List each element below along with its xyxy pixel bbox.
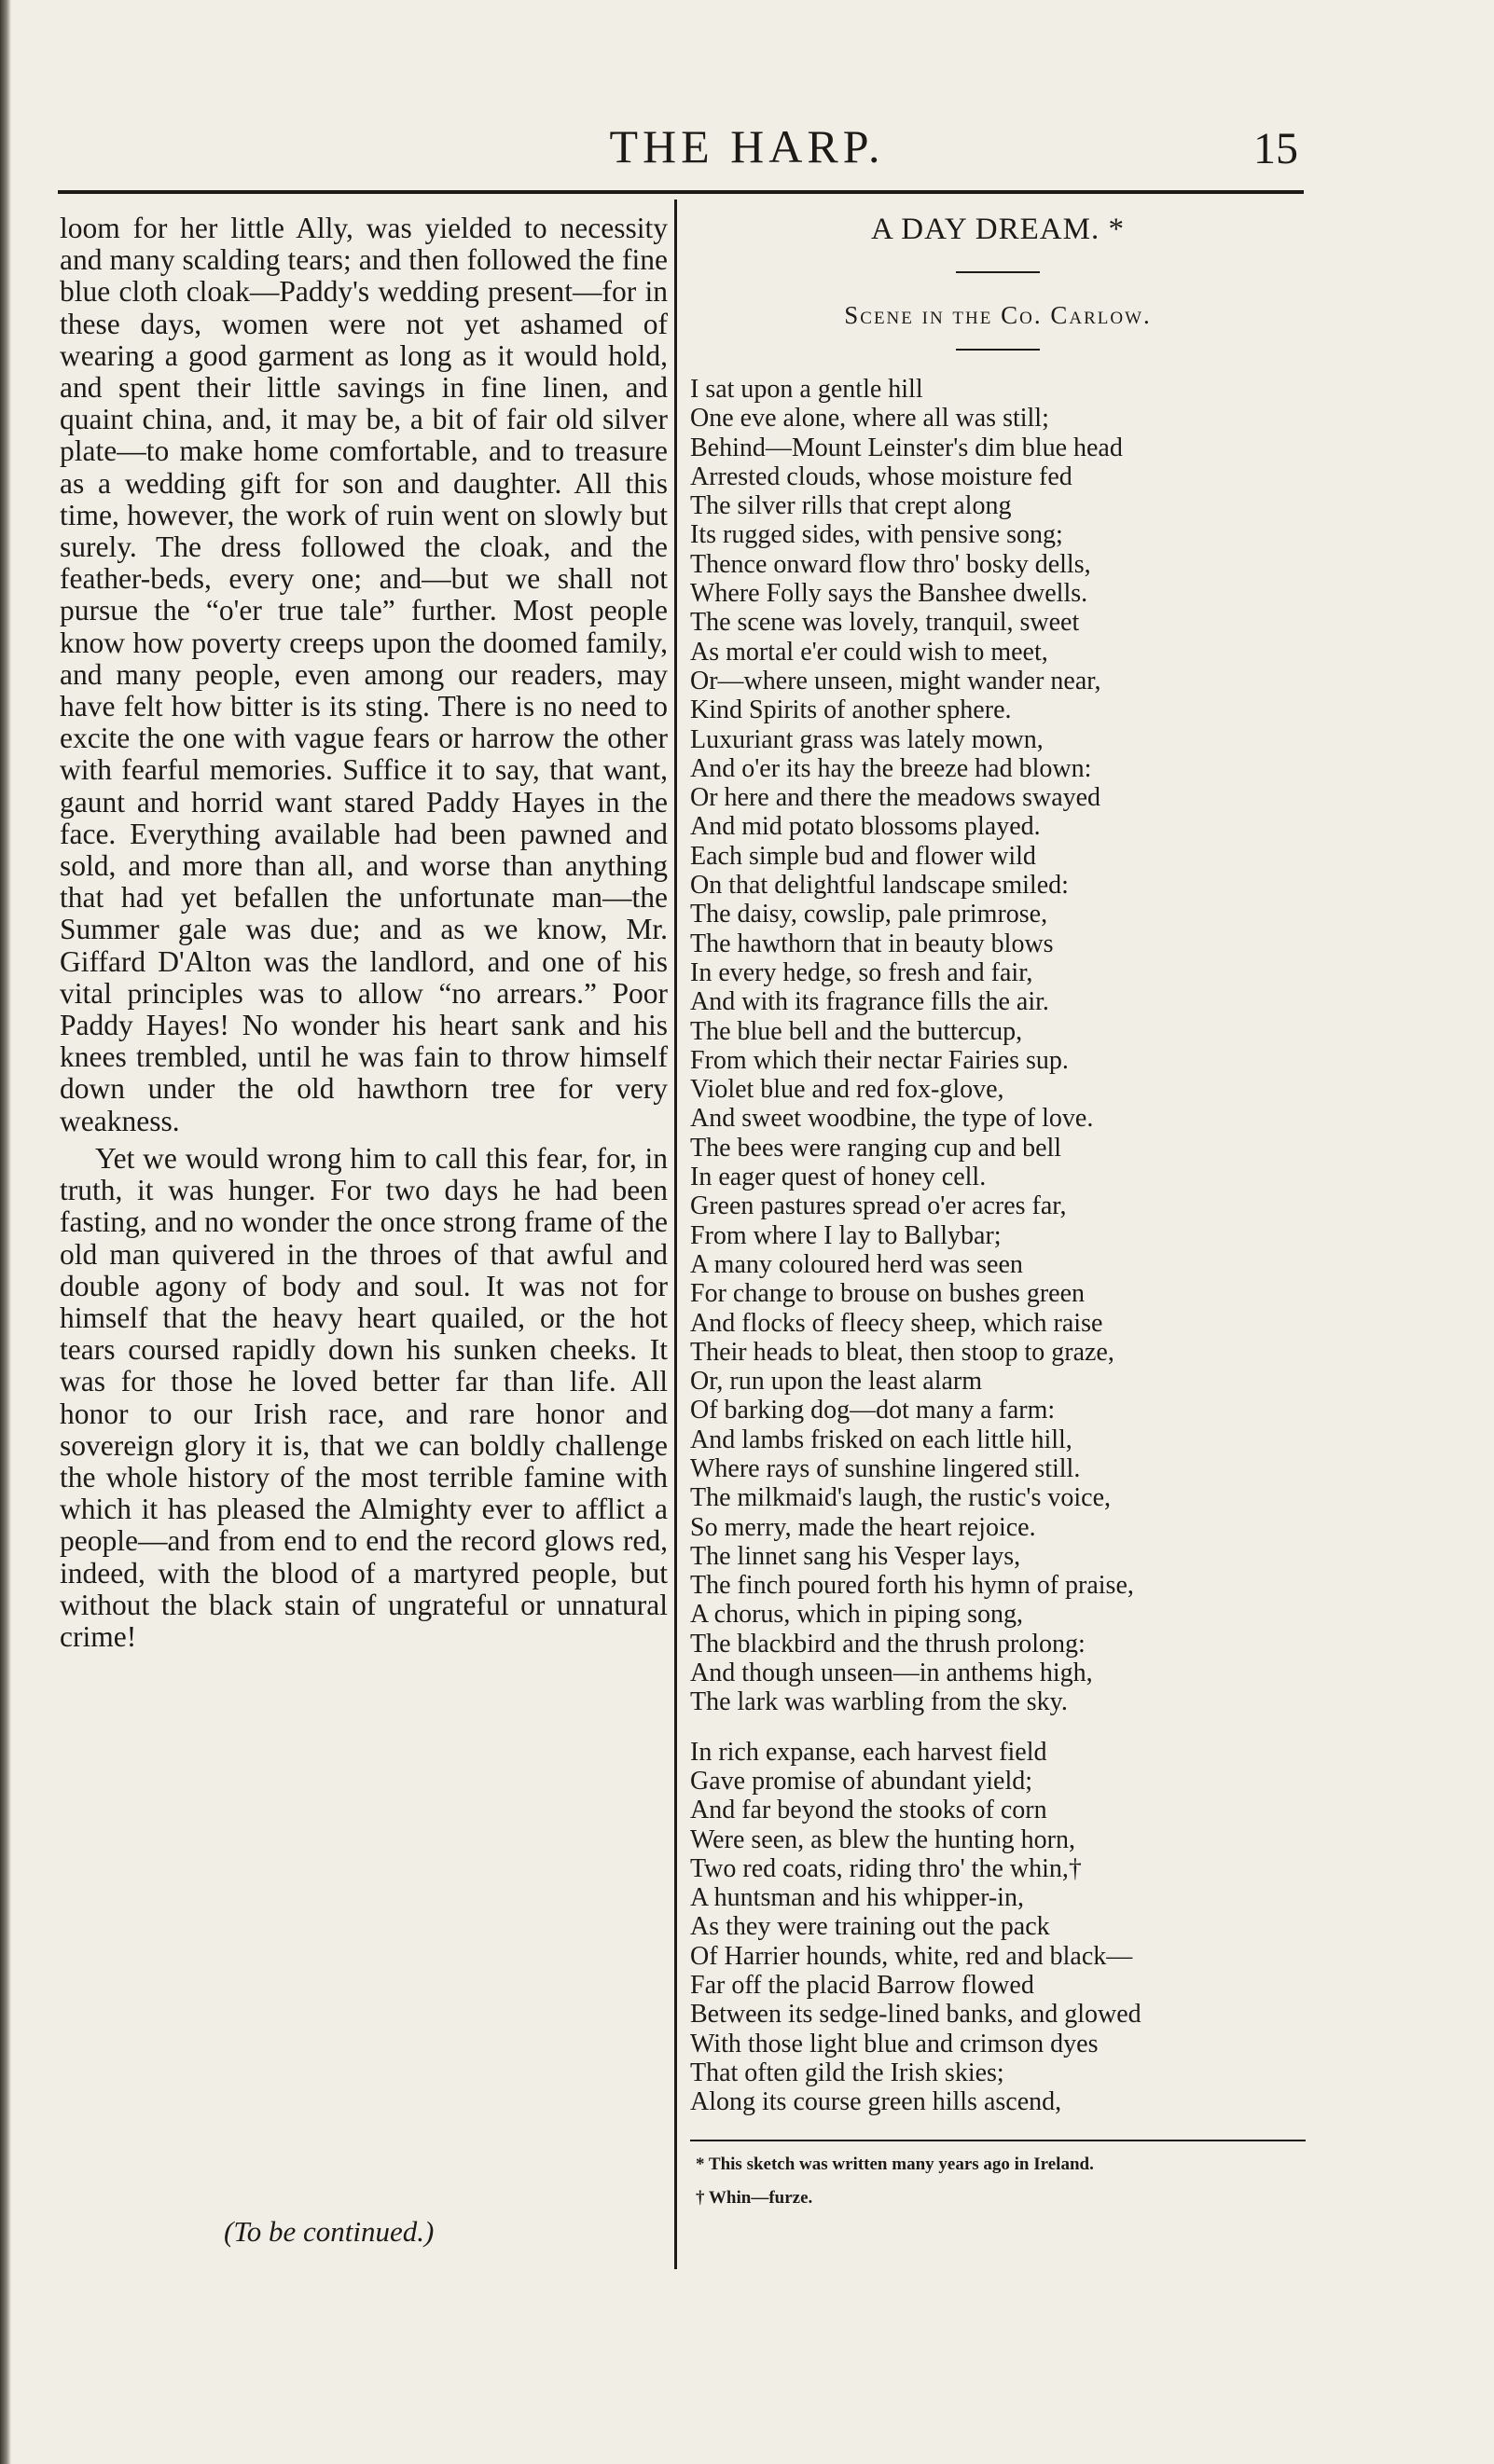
to-be-continued: (To be continued.): [224, 2215, 435, 2248]
poem-line: A chorus, which in piping song,: [690, 1600, 1023, 1630]
poem-line: In every hedge, so fresh and fair,: [690, 957, 1033, 987]
poem-line: A many coloured herd was seen: [690, 1249, 1023, 1279]
binding-edge: [0, 0, 11, 2464]
poem-line: The silver rills that crept along: [690, 491, 1012, 521]
poem-line: And lambs frisked on each little hill,: [690, 1425, 1072, 1454]
poem-line: On that delightful landscape smiled:: [690, 871, 1069, 901]
poem-line: That often gild the Irish skies;: [690, 2058, 1004, 2087]
poem-line: The finch poured forth his hymn of praise,: [690, 1571, 1134, 1601]
poem-line: The blue bell and the buttercup,: [690, 1016, 1023, 1046]
poem-line: Along its course green hills ascend,: [690, 2087, 1062, 2117]
poem-line: From where I lay to Ballybar;: [690, 1220, 1002, 1250]
poem-line: For change to brouse on bushes green: [690, 1279, 1086, 1309]
column-divider: [674, 200, 677, 2269]
right-column: [690, 213, 1306, 2209]
poem-line: With those light blue and crimson dyes: [690, 2029, 1099, 2058]
poem-line: Green pastures spread o'er acres far,: [690, 1191, 1067, 1221]
poem-line: Or here and there the meadows swayed: [690, 783, 1101, 813]
poem-line: And far beyond the stooks of corn: [690, 1796, 1047, 1825]
poem-line: In rich expanse, each harvest field: [690, 1737, 1047, 1767]
poem-line: Between its sedge-lined banks, and glowed: [690, 2000, 1141, 2030]
poem-subtitle: Scene in the Co. Carlow.: [844, 301, 1152, 329]
page-number: 15: [1253, 124, 1298, 173]
poem-title: A DAY DREAM. *: [871, 213, 1125, 246]
poem-line: Of Harrier hounds, white, red and black—: [690, 1941, 1133, 1971]
poem-line: Luxuriant grass was lately mown,: [690, 724, 1044, 754]
poem-line: Far off the placid Barrow flowed: [690, 1971, 1034, 2001]
poem-line: The daisy, cowslip, pale primrose,: [690, 900, 1048, 929]
poem-line: As they were training out the pack: [690, 1912, 1050, 1942]
title-dash: [956, 271, 1040, 273]
poem-line: The scene was lovely, tranquil, sweet: [690, 608, 1080, 638]
header-rule: [58, 190, 1304, 194]
poem-line: The blackbird and the thrush prolong:: [690, 1629, 1086, 1659]
poem-line: Its rugged sides, with pensive song;: [690, 520, 1063, 550]
poem-line: Behind—Mount Leinster's dim blue head: [690, 433, 1123, 462]
poem-line: And with its fragrance fills the air.: [690, 987, 1049, 1017]
poem-line: And o'er its hay the breeze had blown:: [690, 753, 1092, 783]
poem-line: And though unseen—in anthems high,: [690, 1659, 1093, 1688]
poem-stanza-2: [690, 1738, 1306, 2117]
poem-line: Or—where unseen, might wander near,: [690, 666, 1101, 695]
poem-line: Were seen, as blew the hunting horn,: [690, 1824, 1075, 1854]
poem-line: From which their nectar Fairies sup.: [690, 1045, 1069, 1075]
poem-line: The milkmaid's laugh, the rustic's voice,: [690, 1483, 1111, 1513]
poem-line: Each simple bud and flower wild: [690, 841, 1036, 871]
poem-line: One eve alone, where all was still;: [690, 404, 1049, 434]
poem-line: Or, run upon the least alarm: [690, 1367, 983, 1397]
poem-line: And sweet woodbine, the type of love.: [690, 1104, 1094, 1134]
poem-line: Of barking dog—dot many a farm:: [690, 1396, 1056, 1425]
poem-line: Two red coats, riding thro' the whin,†: [690, 1853, 1082, 1883]
poem-line: Thence onward flow thro' bosky dells,: [690, 549, 1091, 579]
poem-line: And mid potato blossoms played.: [690, 812, 1041, 842]
poem-stanza-1: [690, 375, 1306, 1717]
poem-line: Where rays of sunshine lingered still.: [690, 1453, 1081, 1483]
poem-line: The lark was warbling from the sky.: [690, 1687, 1068, 1717]
poem-line: As mortal e'er could wish to meet,: [690, 637, 1048, 667]
footnote-1: * This sketch was written many years ago in Ireland.: [696, 2154, 1094, 2174]
poem-line: A huntsman and his whipper-in,: [690, 1883, 1024, 1913]
poem-line: In eager quest of honey cell.: [690, 1163, 987, 1192]
left-column: [60, 213, 668, 1653]
poem-line: Gave promise of abundant yield;: [690, 1766, 1033, 1796]
prose-paragraph-2: Yet we would wrong him to call this fear, for, in truth, it was hunger. For two days he had been fasting, and no wonder the once strong frame of the old man quivered in the throes of that awful and double agony of body and soul. It was not for himself that the heavy heart quailed, or the hot tears coursed rapidly down his sunken cheeks. It was for those he loved better far than life. All honor to our Irish race, and rare honor and sovereign glory it is, that we can boldly challenge the whole history of the most terrible famine with which it has pleased the Almighty ever to afflict a people—and from end to end the record glows red, indeed, with the blood of a martyred people, but without the black stain of ungrateful or unnatural crime!: [60, 1141, 668, 1653]
running-header-title: THE HARP.: [609, 120, 885, 172]
poem-line: I sat upon a gentle hill: [690, 375, 923, 404]
poem-line: The hawthorn that in beauty blows: [690, 929, 1054, 958]
poem-line: And flocks of fleecy sheep, which raise: [690, 1308, 1103, 1338]
poem-line: Arrested clouds, whose moisture fed: [690, 461, 1072, 491]
poem-line: The linnet sang his Vesper lays,: [690, 1541, 1021, 1571]
poem-line: Violet blue and red fox-glove,: [690, 1075, 1004, 1105]
poem-line: Kind Spirits of another sphere.: [690, 695, 1012, 725]
poem-line: Where Folly says the Banshee dwells.: [690, 579, 1088, 609]
footnote-rule: [690, 2140, 1306, 2141]
poem-line: So merry, made the heart rejoice.: [690, 1512, 1036, 1542]
footnote-2: † Whin—furze.: [696, 2187, 813, 2208]
prose-paragraph-1: loom for her little Ally, was yielded to necessity and many scalding tears; and then followed the fine blue cloth cloak—Paddy's wedding present—for in these days, women were not yet ashamed of wearing a good garment as long as it would hold, and spent their little savings in fine linen, and quaint china, and, it may be, a bit of fair old silver plate—to make home comfortable, and to treasure as a wedding gift for son and daughter. All this time, however, the work of ruin went on slowly but surely. The dress followed the cloak, and the feather-beds, every one; and—but we shall not pursue the “o'er true tale” further. Most people know how poverty creeps upon the doomed family, and many people, even among our readers, may have felt how bitter is its sting. There is no need to excite the one with vague fears or harrow the other with fearful memories. Suffice it to say, that want, gaunt and horrid want stared Paddy Hayes in the face. Everything available had been pawned and sold, and more than all, and worse than anything that had yet befallen the unfortunate man—the Summer gale was due; and as we know, Mr. Giffard D'Alton was the landlord, and one of his vital principles was to allow “no arrears.” Poor Paddy Hayes! No wonder his heart sank and his knees trembled, until he was fain to throw himself down under the old hawthorn tree for very weakness.: [60, 212, 668, 1137]
subtitle-dash: [956, 349, 1040, 351]
poem-line: The bees were ranging cup and bell: [690, 1133, 1062, 1163]
poem-line: Their heads to bleat, then stoop to graze,: [690, 1337, 1114, 1367]
